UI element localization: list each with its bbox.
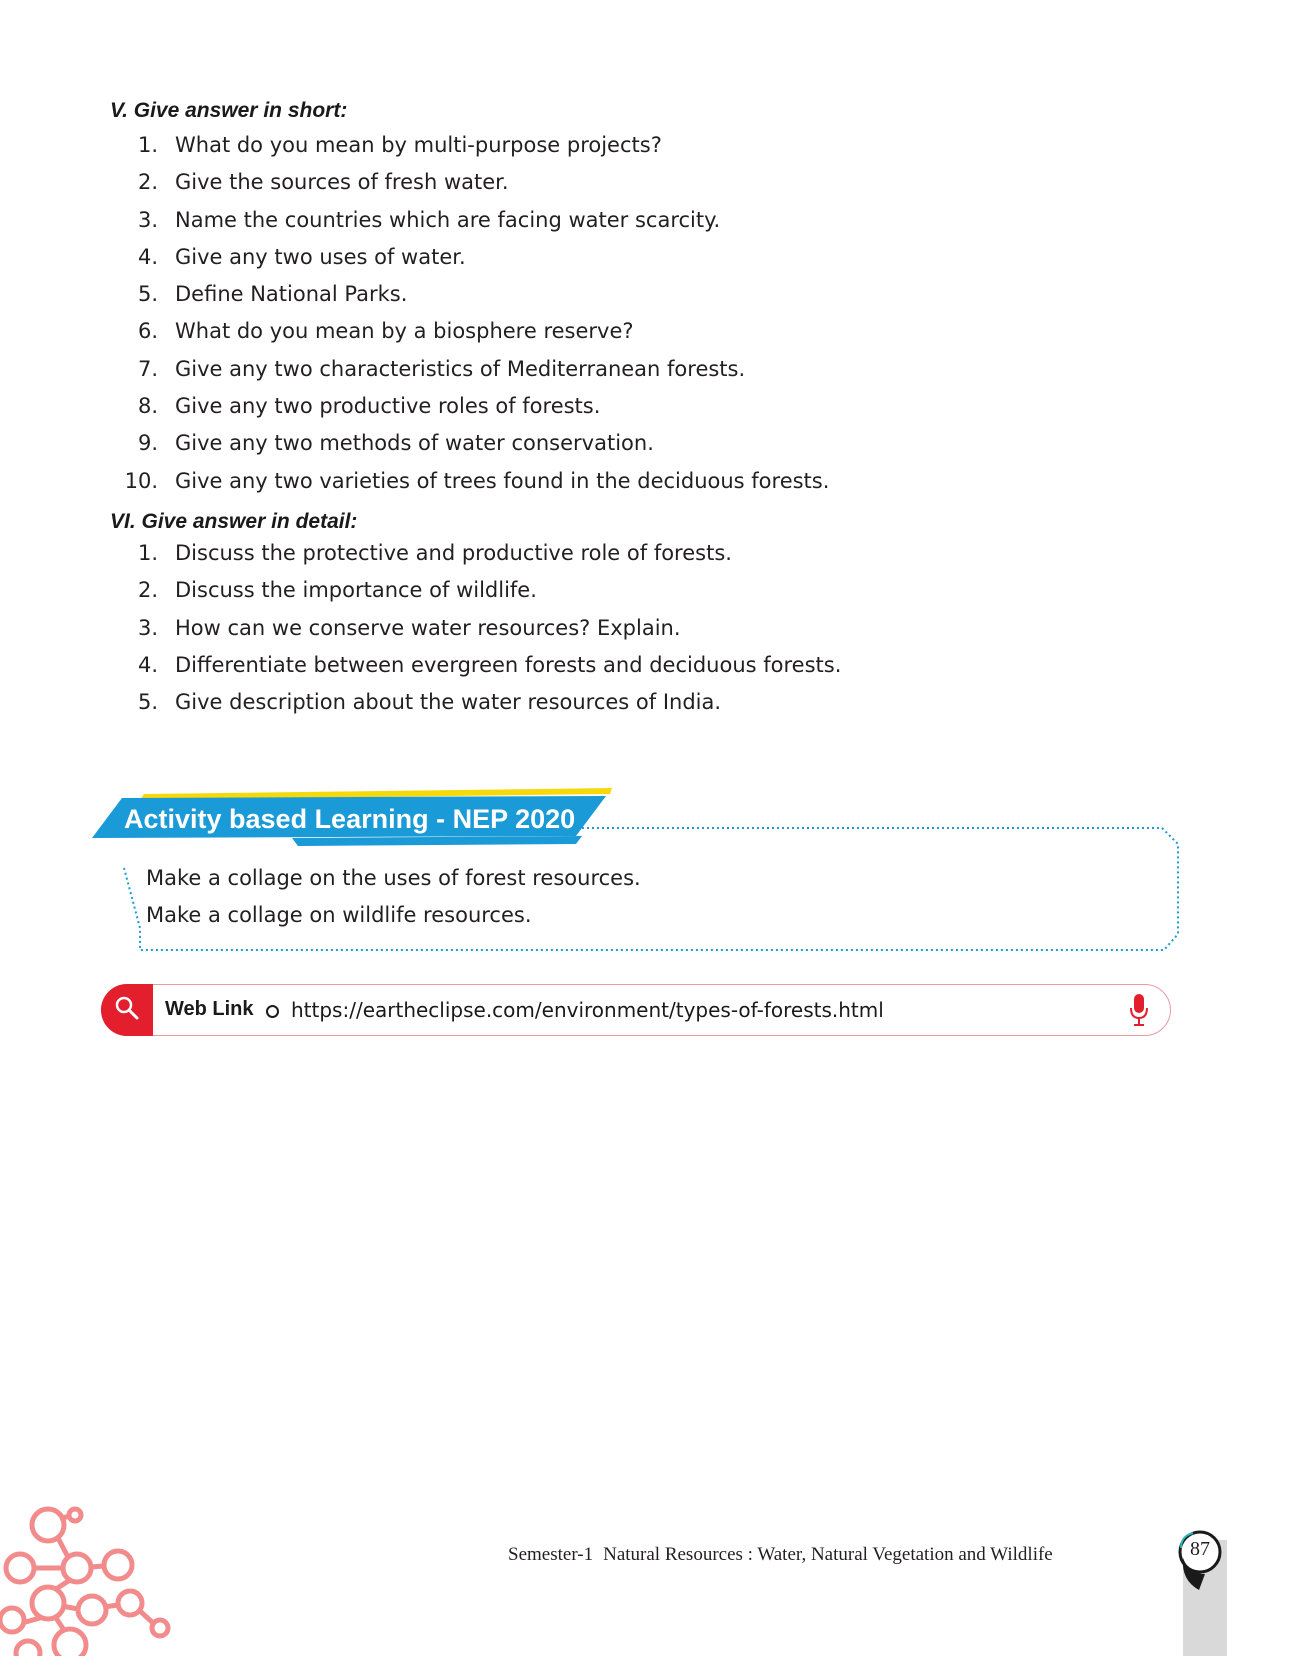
bullet-icon	[266, 1005, 279, 1018]
item-number: 3.	[137, 615, 158, 640]
running-footer	[508, 1544, 1053, 1566]
web-link-url[interactable]: https://eartheclipse.com/environment/types-of-forests.html	[291, 998, 884, 1022]
search-button[interactable]	[101, 984, 153, 1036]
item-text: Give any two characteristics of Mediterranean forests.	[175, 356, 746, 381]
item-number: 8.	[137, 394, 158, 419]
item-text: What do you mean by multi-purpose projects?	[175, 133, 662, 157]
web-link-bar[interactable]	[101, 984, 1171, 1036]
item-number: 1.	[137, 133, 158, 157]
item-text: Discuss the importance of wildlife.	[175, 578, 537, 603]
activity-title: Activity based Learning - NEP 2020	[124, 804, 576, 834]
section-6-heading: VI. Give answer in detail:	[110, 510, 358, 533]
item-number: 4.	[137, 652, 158, 677]
item-text: Differentiate between evergreen forests and deciduous forests.	[175, 652, 842, 677]
item-text: Name the countries which are facing water scarcity.	[175, 207, 721, 232]
page-number-badge	[1175, 1528, 1225, 1600]
page-number: 87	[1190, 1538, 1210, 1560]
item-number: 9.	[137, 431, 158, 456]
item-text: Give the sources of fresh water.	[175, 170, 509, 195]
search-icon	[101, 984, 153, 1036]
item-number: 1.	[137, 541, 158, 565]
item-number: 10.	[124, 468, 158, 493]
item-number: 2.	[137, 578, 158, 603]
item-number: 5.	[137, 282, 158, 307]
activity-item: Make a collage on wildlife resources.	[146, 903, 532, 927]
microphone-icon[interactable]	[1128, 993, 1150, 1027]
item-text: Give any two varieties of trees found in the deciduous forests.	[175, 468, 830, 493]
item-number: 6.	[137, 319, 158, 344]
item-text: What do you mean by a biosphere reserve?	[175, 319, 634, 344]
item-text: Define National Parks.	[175, 282, 408, 307]
activity-item: Make a collage on the uses of forest resources.	[146, 866, 641, 890]
item-number: 2.	[137, 170, 158, 195]
item-text: Give any two uses of water.	[175, 244, 466, 269]
item-text: How can we conserve water resources? Explain.	[175, 615, 681, 640]
item-number: 4.	[137, 244, 158, 269]
item-text: Give any two productive roles of forests.	[175, 394, 601, 419]
item-number: 5.	[137, 690, 158, 715]
item-text: Give any two methods of water conservation.	[175, 431, 654, 456]
item-number: 3.	[137, 207, 158, 232]
section-5-heading: V. Give answer in short:	[110, 99, 348, 122]
chapter-title: Natural Resources : Water, Natural Vegetation and Wildlife	[603, 1544, 1053, 1565]
item-text: Discuss the protective and productive role of forests.	[175, 541, 732, 565]
semester-label: Semester-1	[508, 1544, 594, 1565]
web-link-label: Web Link	[165, 998, 254, 1020]
item-number: 7.	[137, 356, 158, 381]
item-text: Give description about the water resources of India.	[175, 690, 722, 715]
molecule-decoration	[0, 1505, 175, 1656]
